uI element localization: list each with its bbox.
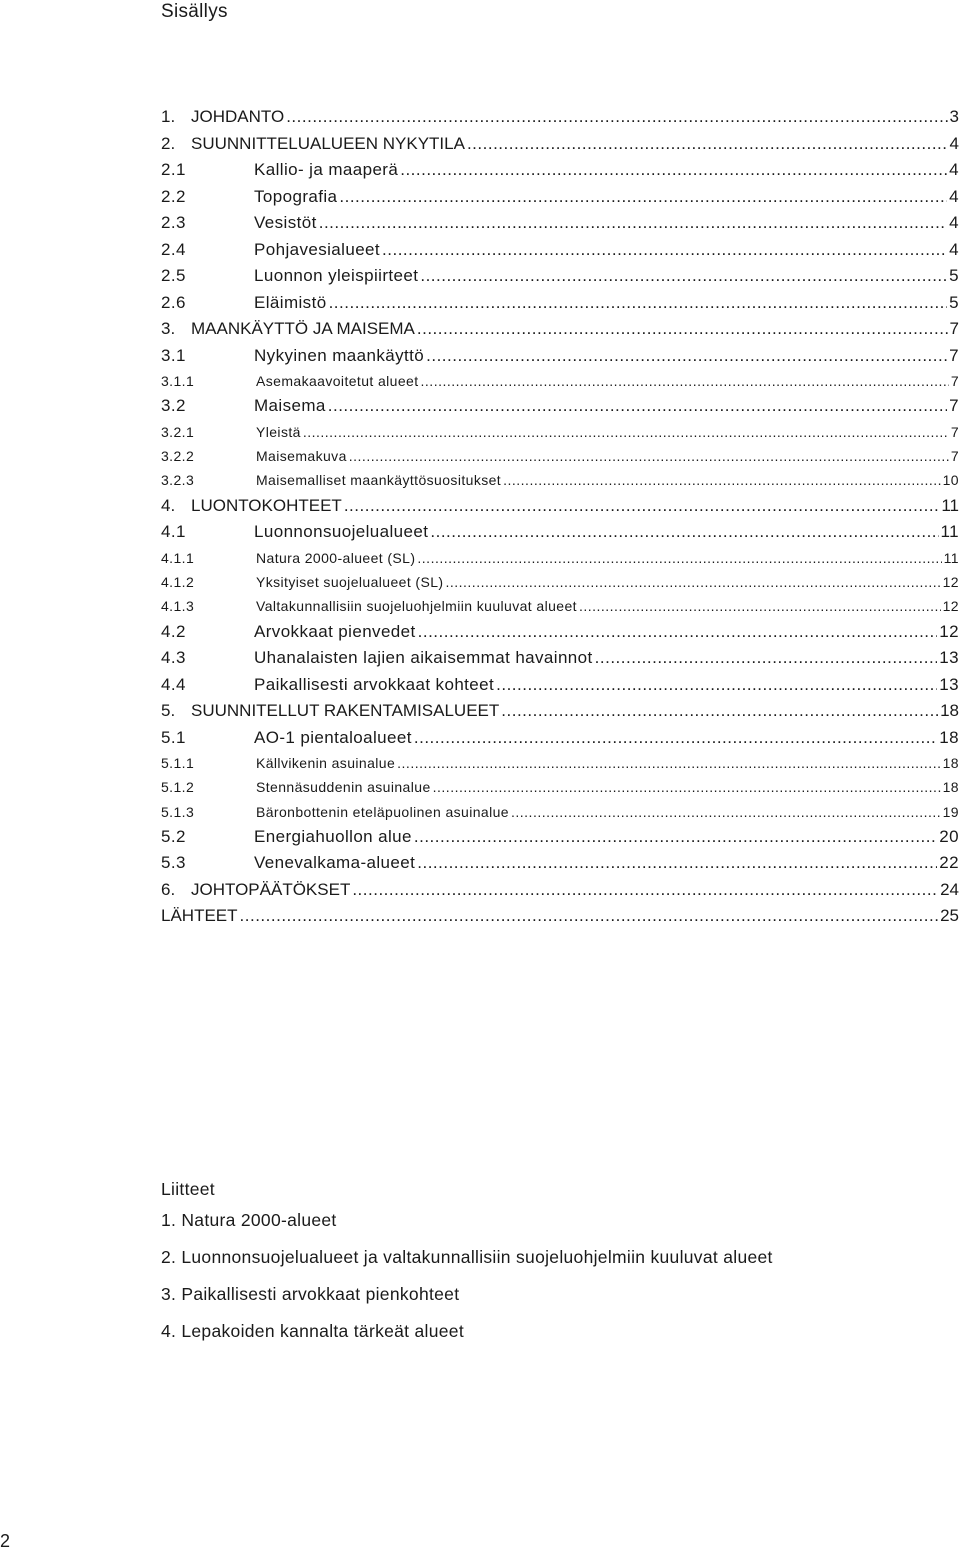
toc-entry[interactable] bbox=[161, 645, 959, 672]
toc-entry-number: 4. bbox=[161, 495, 176, 515]
toc-entry-title: Maisemalliset maankäyttösuositukset bbox=[256, 472, 502, 489]
toc-entry[interactable] bbox=[161, 210, 959, 237]
toc-entry-number: 1. bbox=[161, 107, 176, 126]
toc-entry[interactable] bbox=[161, 316, 959, 343]
toc-dot-leader bbox=[501, 698, 938, 725]
toc-entry-title: SUUNNITTELUALUEEN NYKYTILA bbox=[191, 133, 465, 153]
toc-entry-page: 11 bbox=[941, 495, 959, 515]
toc-dot-leader bbox=[414, 725, 937, 752]
toc-dot-leader bbox=[467, 131, 948, 158]
toc-entry[interactable] bbox=[161, 725, 959, 752]
toc-entry-page: 7 bbox=[949, 345, 959, 365]
toc-dot-leader bbox=[286, 104, 947, 131]
toc-entry-page: 12 bbox=[939, 621, 959, 641]
toc-entry[interactable] bbox=[161, 903, 959, 930]
toc-entry-number: 4.1.2 bbox=[161, 573, 195, 590]
toc-dot-leader bbox=[421, 369, 949, 393]
toc-dot-leader bbox=[303, 420, 949, 444]
toc-entry[interactable] bbox=[161, 184, 959, 211]
toc-entry-page: 7 bbox=[950, 423, 959, 440]
toc-entry-number: 2. bbox=[161, 133, 176, 153]
toc-dot-leader bbox=[382, 237, 947, 264]
toc-entry-title: Paikallisesti arvokkaat kohteet bbox=[254, 674, 495, 694]
toc-entry-number: 3.2.1 bbox=[161, 423, 195, 440]
toc-entry-title: Natura 2000-alueet (SL) bbox=[256, 549, 416, 566]
toc-entry-number: 4.1.3 bbox=[161, 598, 195, 615]
toc-entry-title: Valtakunnallisiin suojeluohjelmiin kuuluvat alueet bbox=[256, 598, 577, 615]
toc-dot-leader bbox=[397, 751, 940, 775]
toc-dot-leader bbox=[511, 800, 941, 824]
toc-dot-leader bbox=[417, 850, 937, 877]
toc-entry[interactable] bbox=[161, 698, 959, 725]
toc-entry-title: MAANKÄYTTÖ JA MAISEMA bbox=[191, 319, 415, 338]
toc-entry-title: Arvokkaat pienvedet bbox=[254, 621, 416, 641]
toc-entry-page: 19 bbox=[942, 803, 959, 820]
toc-entry-number: 5. bbox=[161, 701, 176, 721]
toc-entry-title: Bäronbottenin eteläpuolinen asuinalue bbox=[256, 803, 509, 820]
attachments-section bbox=[161, 1176, 773, 1350]
toc-entry[interactable] bbox=[161, 104, 959, 131]
toc-entry-title: Energiahuollon alue bbox=[254, 826, 412, 846]
table-of-contents bbox=[161, 104, 959, 930]
toc-entry[interactable] bbox=[161, 393, 959, 420]
toc-entry-number: 3.1.1 bbox=[161, 373, 195, 389]
toc-entry[interactable] bbox=[161, 519, 959, 546]
toc-dot-leader bbox=[349, 444, 949, 468]
toc-entry[interactable] bbox=[161, 290, 959, 317]
toc-entry-page: 7 bbox=[950, 448, 959, 465]
toc-entry-page: 24 bbox=[940, 879, 959, 899]
toc-entry-number: 2.6 bbox=[161, 292, 186, 312]
toc-entry-number: 3.1 bbox=[161, 345, 186, 365]
toc-entry-title: Källvikenin asuinalue bbox=[256, 755, 396, 772]
toc-entry-number: 4.3 bbox=[161, 648, 186, 668]
toc-entry[interactable] bbox=[161, 619, 959, 646]
toc-entry-page: 18 bbox=[940, 701, 959, 721]
toc-dot-leader bbox=[579, 594, 941, 618]
toc-entry[interactable] bbox=[161, 157, 959, 184]
toc-entry[interactable] bbox=[161, 237, 959, 264]
toc-entry-title: Maisemakuva bbox=[256, 448, 347, 465]
toc-entry-title: Vesistöt bbox=[254, 213, 317, 232]
toc-dot-leader bbox=[503, 468, 941, 492]
toc-entry-title: Uhanalaisten lajien aikaisemmat havainnot bbox=[254, 648, 593, 668]
toc-entry[interactable] bbox=[161, 468, 959, 492]
toc-entry-number: 5.3 bbox=[161, 853, 186, 873]
attachments-title: Liitteet bbox=[161, 1179, 215, 1199]
toc-dot-leader bbox=[417, 546, 941, 570]
toc-entry-number: 5.1.2 bbox=[161, 779, 195, 796]
toc-entry-title: Venevalkama-alueet bbox=[254, 853, 416, 873]
toc-entry-number: 3.2 bbox=[161, 396, 186, 416]
toc-entry-number: 4.4 bbox=[161, 674, 186, 694]
toc-entry-page: 4 bbox=[949, 213, 959, 232]
toc-entry-title: Asemakaavoitetut alueet bbox=[256, 373, 419, 389]
toc-entry[interactable] bbox=[161, 131, 959, 158]
toc-entry-page: 11 bbox=[940, 522, 959, 542]
toc-dot-leader bbox=[430, 519, 938, 546]
toc-entry[interactable] bbox=[161, 369, 959, 393]
toc-entry[interactable] bbox=[161, 263, 959, 290]
toc-entry-page: 18 bbox=[942, 755, 959, 772]
toc-entry-number: 3. bbox=[161, 319, 176, 338]
toc-entry[interactable] bbox=[161, 343, 959, 370]
toc-dot-leader bbox=[328, 393, 947, 420]
toc-entry-page: 12 bbox=[942, 598, 959, 615]
toc-dot-leader bbox=[344, 493, 940, 520]
toc-entry[interactable] bbox=[161, 850, 959, 877]
toc-dot-leader bbox=[339, 184, 947, 211]
toc-entry-title: Luonnonsuojelualueet bbox=[254, 522, 429, 542]
toc-entry-page: 18 bbox=[939, 727, 959, 747]
toc-entry-page: 7 bbox=[950, 373, 959, 389]
toc-entry-number: 2.1 bbox=[161, 160, 186, 179]
toc-entry-page: 4 bbox=[949, 160, 959, 179]
toc-entry-page: 20 bbox=[939, 826, 959, 846]
toc-entry-title: JOHTOPÄÄTÖKSET bbox=[191, 879, 351, 899]
toc-entry[interactable] bbox=[161, 672, 959, 699]
toc-entry-title: LÄHTEET bbox=[161, 906, 238, 926]
toc-entry-title: Stennäsuddenin asuinalue bbox=[256, 779, 431, 796]
toc-dot-leader bbox=[496, 672, 937, 699]
page-number: 2 bbox=[0, 1531, 11, 1551]
toc-dot-leader bbox=[352, 877, 938, 904]
page-title: Sisällys bbox=[161, 1, 228, 22]
toc-entry-title: Eläimistö bbox=[254, 292, 327, 312]
toc-entry-number: 3.2.2 bbox=[161, 448, 195, 465]
toc-entry-number: 5.1 bbox=[161, 727, 186, 747]
toc-dot-leader bbox=[417, 316, 948, 343]
toc-entry[interactable] bbox=[161, 800, 959, 824]
toc-entry-title: Yksityiset suojelualueet (SL) bbox=[256, 573, 444, 590]
attachment-item: 4. Lepakoiden kannalta tärkeät alueet bbox=[161, 1321, 464, 1341]
toc-entry-page: 10 bbox=[942, 472, 959, 489]
toc-entry-number: 5.2 bbox=[161, 826, 186, 846]
toc-entry-page: 13 bbox=[939, 674, 959, 694]
toc-entry-number: 3.2.3 bbox=[161, 472, 195, 489]
toc-entry-number: 2.4 bbox=[161, 239, 186, 259]
toc-entry-page: 7 bbox=[949, 396, 959, 416]
toc-entry[interactable] bbox=[161, 594, 959, 618]
toc-entry-title: Nykyinen maankäyttö bbox=[254, 345, 425, 365]
toc-entry-number: 4.1.1 bbox=[161, 549, 195, 566]
toc-dot-leader bbox=[445, 570, 940, 594]
toc-entry-title: Kallio- ja maaperä bbox=[254, 160, 399, 179]
toc-entry[interactable] bbox=[161, 493, 959, 520]
toc-entry-number: 2.2 bbox=[161, 186, 186, 206]
toc-entry-title: JOHDANTO bbox=[191, 107, 285, 126]
toc-entry[interactable] bbox=[161, 570, 959, 594]
toc-entry[interactable] bbox=[161, 751, 959, 775]
toc-entry-page: 22 bbox=[939, 853, 959, 873]
toc-entry-number: 4.2 bbox=[161, 621, 186, 641]
toc-entry-page: 4 bbox=[949, 186, 959, 206]
toc-entry[interactable] bbox=[161, 444, 959, 468]
toc-entry-page: 13 bbox=[939, 648, 959, 668]
attachment-item: 3. Paikallisesti arvokkaat pienkohteet bbox=[161, 1284, 460, 1304]
toc-entry-page: 5 bbox=[949, 266, 959, 285]
toc-entry[interactable] bbox=[161, 546, 959, 570]
toc-entry-title: Maisema bbox=[254, 396, 326, 416]
toc-dot-leader bbox=[329, 290, 948, 317]
toc-entry-page: 25 bbox=[940, 906, 959, 926]
toc-entry-page: 18 bbox=[942, 779, 959, 796]
toc-entry-page: 4 bbox=[949, 133, 959, 153]
toc-entry-title: Yleistä bbox=[256, 423, 301, 440]
toc-entry-title: Pohjavesialueet bbox=[254, 239, 381, 259]
toc-dot-leader bbox=[420, 263, 947, 290]
toc-entry-title: Topografia bbox=[254, 186, 338, 206]
toc-dot-leader bbox=[240, 903, 939, 930]
toc-entry-number: 6. bbox=[161, 879, 176, 899]
toc-entry-title: AO-1 pientaloalueet bbox=[254, 727, 412, 747]
toc-entry-title: Luonnon yleispiirteet bbox=[254, 266, 419, 285]
toc-dot-leader bbox=[400, 157, 947, 184]
toc-entry-page: 4 bbox=[949, 239, 959, 259]
toc-entry-page: 11 bbox=[943, 549, 959, 566]
toc-dot-leader bbox=[414, 824, 937, 851]
toc-dot-leader bbox=[595, 645, 938, 672]
attachment-item: 2. Luonnonsuojelualueet ja valtakunnallisiin suojeluohjelmiin kuuluvat alueet bbox=[161, 1247, 773, 1267]
toc-entry-page: 12 bbox=[942, 573, 959, 590]
toc-entry-page: 7 bbox=[949, 319, 959, 338]
toc-entry-number: 5.1.1 bbox=[161, 755, 195, 772]
toc-entry[interactable] bbox=[161, 824, 959, 851]
toc-dot-leader bbox=[426, 343, 947, 370]
toc-dot-leader bbox=[319, 210, 947, 237]
toc-entry-number: 4.1 bbox=[161, 522, 186, 542]
toc-dot-leader bbox=[433, 775, 941, 799]
attachment-item: 1. Natura 2000-alueet bbox=[161, 1210, 337, 1230]
toc-entry-number: 2.3 bbox=[161, 213, 186, 232]
toc-entry[interactable] bbox=[161, 420, 959, 444]
toc-entry-title: LUONTOKOHTEET bbox=[191, 495, 342, 515]
toc-entry-title: SUUNNITELLUT RAKENTAMISALUEET bbox=[191, 701, 500, 721]
toc-entry-page: 5 bbox=[949, 292, 959, 312]
toc-entry-number: 5.1.3 bbox=[161, 803, 195, 820]
toc-entry-page: 3 bbox=[949, 107, 959, 126]
toc-entry-number: 2.5 bbox=[161, 266, 186, 285]
toc-dot-leader bbox=[418, 619, 938, 646]
toc-entry[interactable] bbox=[161, 775, 959, 799]
toc-entry[interactable] bbox=[161, 877, 959, 904]
